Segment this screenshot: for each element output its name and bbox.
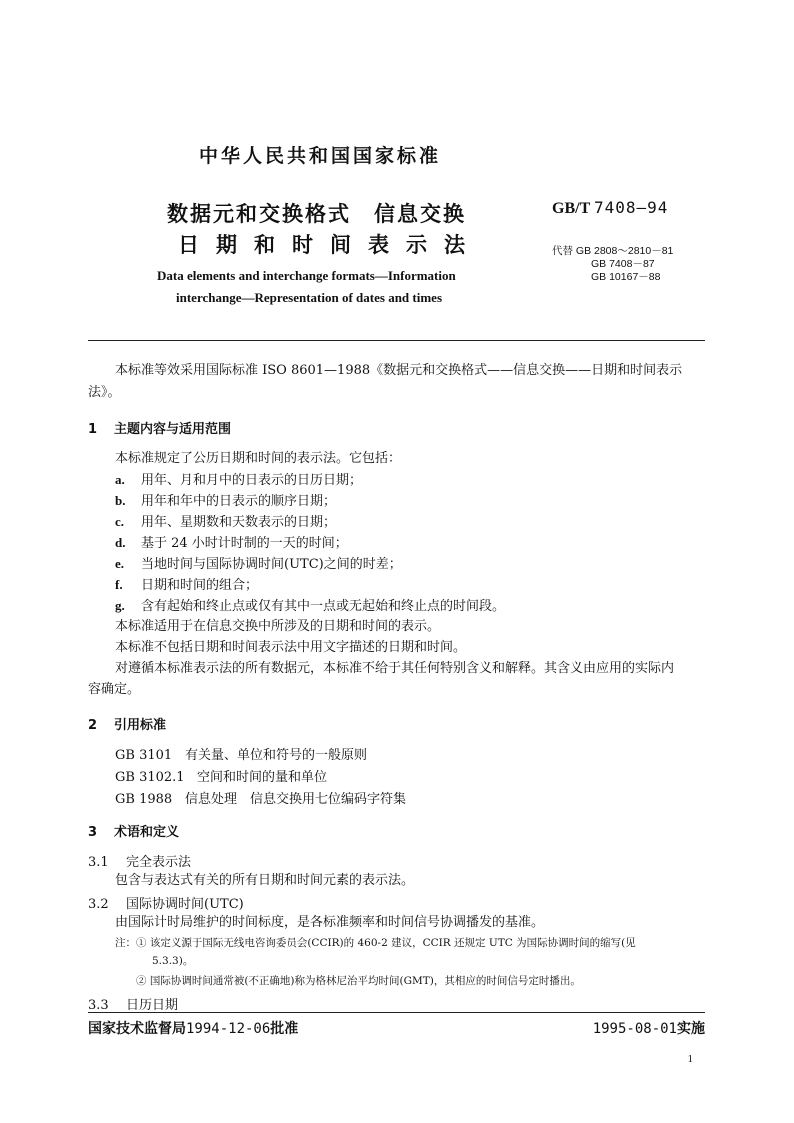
- subsection-3-1-definition: 包含与表达式有关的所有日期和时间元素的表示法。: [115, 873, 415, 888]
- reference-code: GB 3102.1: [115, 770, 185, 785]
- standard-prefix: GB/T: [552, 200, 594, 217]
- standard-number: [552, 198, 668, 218]
- section-2-title: 引用标准: [114, 718, 167, 733]
- section-3-title: 术语和定义: [114, 825, 180, 840]
- section-3-number: 3: [88, 825, 98, 840]
- approval-date: 1994-12-06: [186, 1021, 271, 1037]
- section-1-para-3-line-1: 对遵循本标准表示法的所有数据元，本标准不给于其任何特别含义和解释。其含义由应用的实际内: [115, 661, 675, 676]
- replaces-line-1: 代替 GB 2808～2810－81: [552, 245, 674, 257]
- approval-org: 国家技术监督局: [88, 1021, 186, 1037]
- english-title-line-2: interchange—Representation of dates and times: [176, 290, 443, 305]
- approval-suffix: 批准: [270, 1021, 299, 1037]
- section-1-number: 1: [88, 422, 98, 437]
- list-item: [115, 469, 362, 491]
- section-1-lead: 本标准规定了公历日期和时间的表示法。它包括：: [115, 451, 402, 466]
- footer-divider: [88, 1012, 705, 1013]
- list-item-key: g.: [115, 598, 125, 613]
- note-1-line-1: ① 该定义源于国际无线电咨询委员会(CCIR)的 460-2 建议，CCIR 还规定 UTC 为国际协调时间的缩写(见: [136, 937, 636, 949]
- list-item-text: 用年和年中的日表示的顺序日期；: [141, 494, 337, 509]
- section-1-para-3-line-2: 容确定。: [88, 682, 141, 697]
- list-item-key: c.: [115, 514, 125, 529]
- reference-item: [115, 766, 327, 785]
- list-item-text: 当地时间与国际协调时间(UTC)之间的时差；: [141, 557, 402, 572]
- approval-info: [88, 1018, 298, 1038]
- list-item-key: b.: [115, 493, 126, 508]
- implementation-date: 1995-08-01: [592, 1021, 677, 1037]
- page-number: 1: [687, 1053, 693, 1065]
- note-label: 注：: [115, 937, 136, 949]
- intro-line-1: 本标准等效采用国际标准 ISO 8601—1988《数据元和交换格式——信息交换——日期和时间表示: [115, 363, 683, 378]
- chinese-title-line-1: 数据元和交换格式 信息交换: [167, 202, 466, 226]
- list-item: [115, 553, 402, 575]
- section-1-para-1: 本标准适用于在信息交换中所涉及的日期和时间的表示。: [115, 619, 441, 634]
- subsection-3-2-definition: 由国际计时局维护的时间标度，是各标准频率和时间信号协调播发的基准。: [115, 915, 545, 930]
- subsection-3-3: [88, 994, 178, 1013]
- list-item-text: 日期和时间的组合；: [141, 578, 259, 593]
- subsection-3-2-number: 3.2: [88, 897, 109, 912]
- list-item-key: d.: [115, 535, 126, 550]
- reference-title: 信息处理 信息交换用七位编码字符集: [185, 792, 407, 807]
- section-1-para-2: 本标准不包括日期和时间表示法中用文字描述的日期和时间。: [115, 640, 467, 655]
- list-item-text: 用年、月和月中的日表示的日历日期；: [141, 473, 363, 488]
- reference-item: [115, 788, 406, 807]
- english-title-line-1: Data elements and interchange formats—Information: [157, 268, 456, 283]
- list-item: [115, 511, 336, 533]
- reference-title: 空间和时间的量和单位: [197, 770, 328, 785]
- list-item-text: 含有起始和终止点或仅有其中一点或无起始和终止点的时间段。: [141, 599, 506, 614]
- list-item-key: e.: [115, 556, 125, 571]
- reference-item: [115, 744, 367, 763]
- list-item-text: 基于 24 小时计时制的一天的时间；: [141, 536, 348, 551]
- subsection-3-3-title: 日历日期: [126, 998, 179, 1013]
- list-item: [115, 595, 505, 617]
- list-item: [115, 490, 336, 512]
- implementation-suffix: 实施: [677, 1021, 705, 1037]
- reference-title: 有关量、单位和符号的一般原则: [185, 748, 368, 763]
- chinese-title-line-2: 日期和时间表示法: [178, 233, 482, 257]
- note-1-line-2: 5.3.3)。: [152, 955, 194, 967]
- subsection-3-3-number: 3.3: [88, 998, 109, 1013]
- subsection-3-1: [88, 851, 191, 870]
- list-item: [115, 574, 258, 596]
- national-standard-title: 中华人民共和国国家标准: [198, 145, 441, 167]
- subsection-3-2: [88, 893, 244, 912]
- section-1-heading: [88, 418, 231, 437]
- section-2-number: 2: [88, 718, 98, 733]
- subsection-3-1-number: 3.1: [88, 855, 109, 870]
- list-item-key: f.: [115, 577, 123, 592]
- note-2: ② 国际协调时间通常被(不正确地)称为格林尼治平均时间(GMT)，其相应的时间信号定时播出。: [136, 975, 581, 987]
- header-divider: [88, 340, 705, 341]
- section-3-heading: [88, 821, 179, 840]
- subsection-3-2-title: 国际协调时间(UTC): [126, 897, 244, 912]
- implementation-info: [593, 1018, 705, 1038]
- section-2-heading: [88, 714, 166, 733]
- list-item-text: 用年、星期数和天数表示的日期；: [141, 515, 337, 530]
- standard-code: 7408—94: [593, 198, 669, 217]
- list-item-key: a.: [115, 472, 125, 487]
- intro-line-2: 法》。: [88, 385, 121, 400]
- reference-code: GB 1988: [115, 792, 173, 807]
- replaces-line-3: GB 10167－88: [591, 271, 661, 283]
- list-item: [115, 532, 348, 554]
- subsection-3-1-title: 完全表示法: [126, 855, 192, 870]
- section-1-title: 主题内容与适用范围: [114, 422, 232, 437]
- replaces-line-2: GB 7408－87: [591, 258, 655, 270]
- reference-code: GB 3101: [115, 748, 173, 763]
